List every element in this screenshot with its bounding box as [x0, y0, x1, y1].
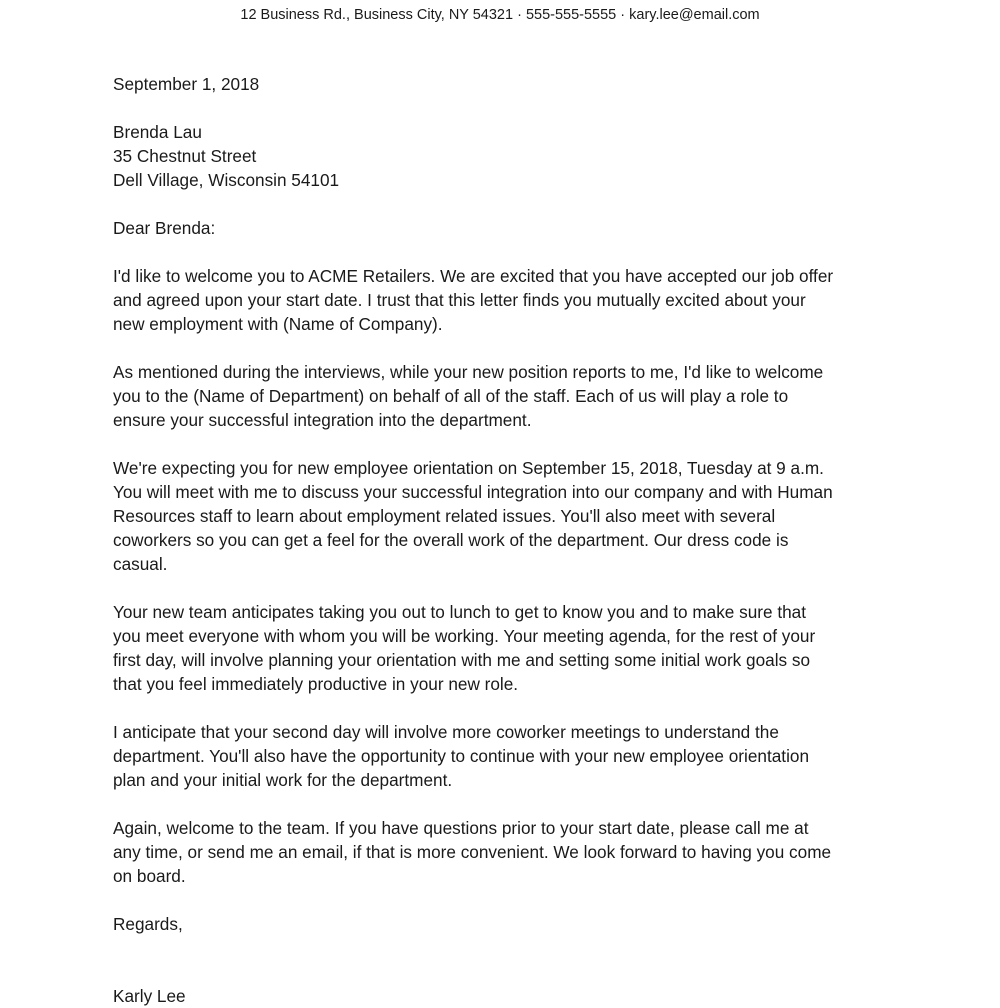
- paragraph-line: I anticipate that your second day will involve more coworker meetings to understand the: [113, 722, 779, 742]
- paragraph-line: plan and your initial work for the department.: [113, 770, 453, 790]
- paragraph-line: Again, welcome to the team. If you have questions prior to your start date, please call me at: [113, 818, 809, 838]
- signature-name: Karly Lee: [113, 986, 186, 1006]
- salutation-text: Dear Brenda:: [113, 218, 216, 238]
- closing-text: Regards,: [113, 914, 183, 934]
- paragraph-line: coworkers so you can get a feel for the overall work of the department. Our dress code is: [113, 530, 789, 550]
- signature: [113, 984, 893, 1008]
- paragraph-line: We're expecting you for new employee orientation on September 15, 2018, Tuesday at 9 a.m.: [113, 458, 824, 478]
- paragraph-line: first day, will involve planning your orientation with me and setting some initial work goals so: [113, 650, 811, 670]
- paragraph-line: Resources staff to learn about employment related issues. You'll also meet with several: [113, 506, 776, 526]
- paragraph-line: you to the (Name of Department) on behalf of all of the staff. Each of us will play a role to: [113, 386, 789, 406]
- paragraph-line: casual.: [113, 554, 168, 574]
- paragraph-line: that you feel immediately productive in your new role.: [113, 674, 519, 694]
- paragraph-orientation: [113, 456, 893, 576]
- letterhead: [0, 4, 1000, 26]
- paragraph-line: and agreed upon your start date. I trust that this letter finds you mutually excited about your: [113, 290, 806, 310]
- recipient-name: Brenda Lau: [113, 122, 202, 142]
- paragraph-welcome: [113, 264, 893, 336]
- paragraph-line: Your new team anticipates taking you out to lunch to get to know you and to make sure that: [113, 602, 807, 622]
- paragraph-line: new employment with (Name of Company).: [113, 314, 443, 334]
- paragraph-line: As mentioned during the interviews, while your new position reports to me, I'd like to welcome: [113, 362, 824, 382]
- paragraph-line: on board.: [113, 866, 186, 886]
- recipient-city: Dell Village, Wisconsin 54101: [113, 170, 340, 190]
- salutation: [113, 216, 893, 240]
- closing: [113, 912, 893, 936]
- date-text: September 1, 2018: [113, 74, 260, 94]
- recipient-street: 35 Chestnut Street: [113, 146, 257, 166]
- paragraph-line: any time, or send me an email, if that is more convenient. We look forward to having you come: [113, 842, 832, 862]
- paragraph-line: you meet everyone with whom you will be working. Your meeting agenda, for the rest of your: [113, 626, 816, 646]
- paragraph-lunch: [113, 600, 893, 696]
- paragraph-line: You will meet with me to discuss your successful integration into our company and with Human: [113, 482, 833, 502]
- letter-date: [113, 72, 893, 96]
- paragraph-line: ensure your successful integration into the department.: [113, 410, 532, 430]
- paragraph-second-day: [113, 720, 893, 792]
- recipient-address: [113, 120, 893, 192]
- paragraph-line: I'd like to welcome you to ACME Retailers. We are excited that you have accepted our job offer: [113, 266, 834, 286]
- paragraph-line: department. You'll also have the opportunity to continue with your new employee orientation: [113, 746, 810, 766]
- letterhead-contact: 12 Business Rd., Business City, NY 54321 · 555-555-5555 · kary.lee@email.com: [240, 7, 760, 23]
- letter-body: [113, 72, 893, 1008]
- paragraph-department: [113, 360, 893, 432]
- paragraph-closing-remarks: [113, 816, 893, 888]
